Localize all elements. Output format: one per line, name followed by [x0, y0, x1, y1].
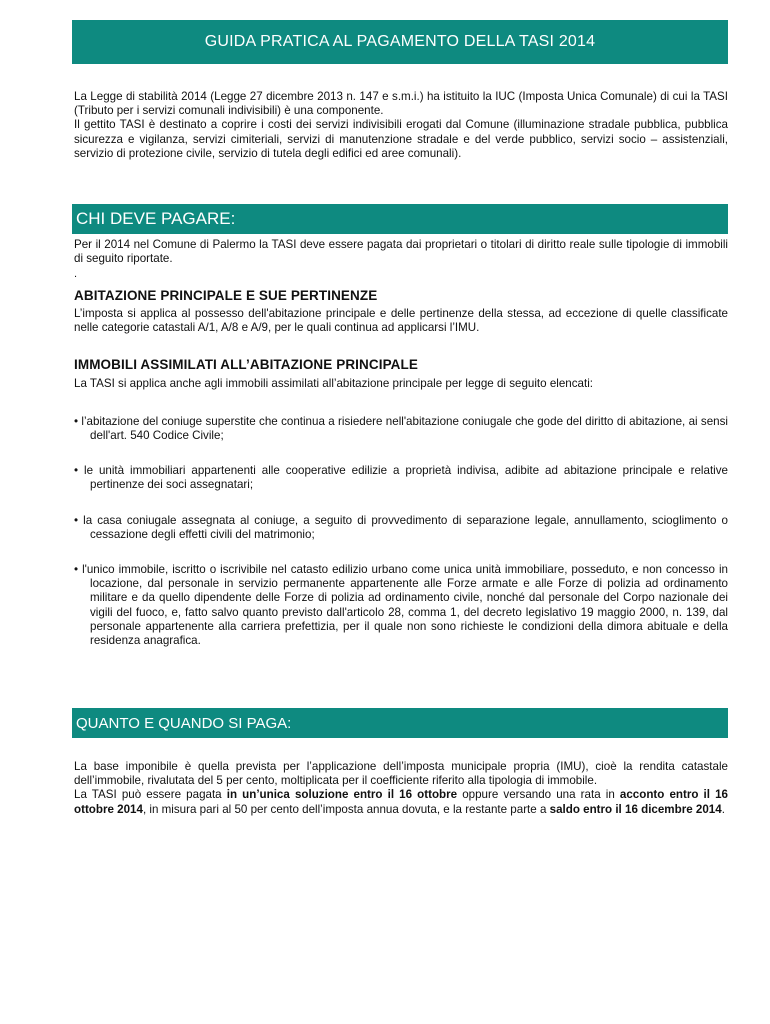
- stray-dot: .: [74, 268, 78, 280]
- section-chi-deve-pagare: [72, 204, 728, 234]
- quando-bold-saldo: saldo entro il 16 dicembre 2014: [549, 802, 722, 816]
- intro-paragraph-1: La Legge di stabilità 2014 (Legge 27 dicembre 2013 n. 147 e s.m.i.) ha istituito la IUC (Imposta Unica Comunale) di cui la TASI (Tributo per i servizi comunali indivisibili) è una componente.: [74, 90, 728, 118]
- quando-text-g: .: [721, 802, 725, 816]
- quando-text-c: oppure versando una rata in: [457, 788, 620, 802]
- section-quanto-quando: [72, 708, 728, 738]
- chi-text: Per il 2014 nel Comune di Palermo la TASI deve essere pagata dai proprietari o titolari di diritto reale sulle tipologie di immobili di seguito riportate.: [74, 238, 728, 266]
- intro-section: [74, 90, 728, 161]
- list-item: • l’abitazione del coniuge superstite che continua a risiedere nell'abitazione coniugale che gode del diritto di abitazione, ai sensi dell'art. 540 Codice Civile;: [74, 415, 728, 443]
- quando-bold-unica: in un’unica soluzione entro il 16 ottobre: [226, 788, 458, 802]
- chi-paragraph: [74, 238, 728, 266]
- section-quando-heading: QUANTO E QUANDO SI PAGA:: [76, 714, 292, 732]
- quando-bold-acconto: acconto entro il 16 ottobre 2014: [74, 788, 728, 816]
- quando-paragraph-1: La base imponibile è quella prevista per l’applicazione dell’imposta municipale propria (IMU), cioè la rendita catastale dell’immobile, rivalutata del 5 per cento, moltiplicata per il coefficiente riferito alla tipologia di immobile.: [74, 760, 728, 788]
- document-title-text: GUIDA PRATICA AL PAGAMENTO DELLA TASI 2014: [204, 33, 596, 50]
- section-chi-heading: CHI DEVE PAGARE:: [76, 209, 236, 228]
- assimilati-text: La TASI si applica anche agli immobili assimilati all’abitazione principale per legge di seguito elencati:: [74, 377, 593, 390]
- abitazione-heading: ABITAZIONE PRINCIPALE E SUE PERTINENZE: [74, 288, 378, 303]
- abitazione-text: L’imposta si applica al possesso dell'abitazione principale e delle pertinenze della stessa, ad eccezione di quelle classificate nelle categorie catastali A/1, A/8 e A/9, per le quali continua ad applicarsi l’IMU.: [74, 307, 728, 335]
- document-title: [72, 20, 728, 64]
- intro-paragraph-2: Il gettito TASI è destinato a coprire i costi dei servizi indivisibili erogati dal Comune (illuminazione stradale pubblica, pubblica sicurezza e vigilanza, servizi cimiteriali, servizi di manutenzione stradale e del verde pubblico, servizi socio – assistenziali, servizio di protezione civile, servizio di tutela degli edifici ed aree comunali).: [74, 118, 728, 160]
- assimilati-heading: IMMOBILI ASSIMILATI ALL’ABITAZIONE PRINCIPALE: [74, 357, 418, 372]
- quando-section: [74, 760, 728, 817]
- list-item: • le unità immobiliari appartenenti alle cooperative edilizie a proprietà indivisa, adibite ad abitazione principale e relative pertinenze dei soci assegnatari;: [74, 464, 728, 492]
- quando-paragraph-2: [74, 788, 728, 816]
- list-item: • la casa coniugale assegnata al coniuge, a seguito di provvedimento di separazione legale, annullamento, scioglimento o cessazione degli effetti civili del matrimonio;: [74, 514, 728, 542]
- quando-text-a: La TASI può essere pagata: [74, 788, 227, 802]
- list-item: • l'unico immobile, iscritto o iscrivibile nel catasto edilizio urbano come unica unità immobiliare, posseduto, e non concesso in locazione, dal personale in servizio permanente appartenente alle Forze armate e alle Forze di polizia ad ordinamento militare e da quello dipendente delle Forze di polizia ad ordinamento civile, nonché dal personale del Corpo nazionale dei vigili del fuoco, e, fatto salvo quanto previsto dall'articolo 28, comma 1, del decreto legislativo 19 maggio 2000, n. 139, dal personale appartenente alla carriera prefettizia, per il quale non sono richieste le condizioni della dimora abituale e della residenza anagrafica.: [74, 563, 728, 648]
- quando-text-e: , in misura pari al 50 per cento dell’imposta annua dovuta, e la restante parte a: [142, 802, 550, 816]
- abitazione-paragraph: [74, 307, 728, 335]
- assimilati-paragraph: [74, 377, 728, 391]
